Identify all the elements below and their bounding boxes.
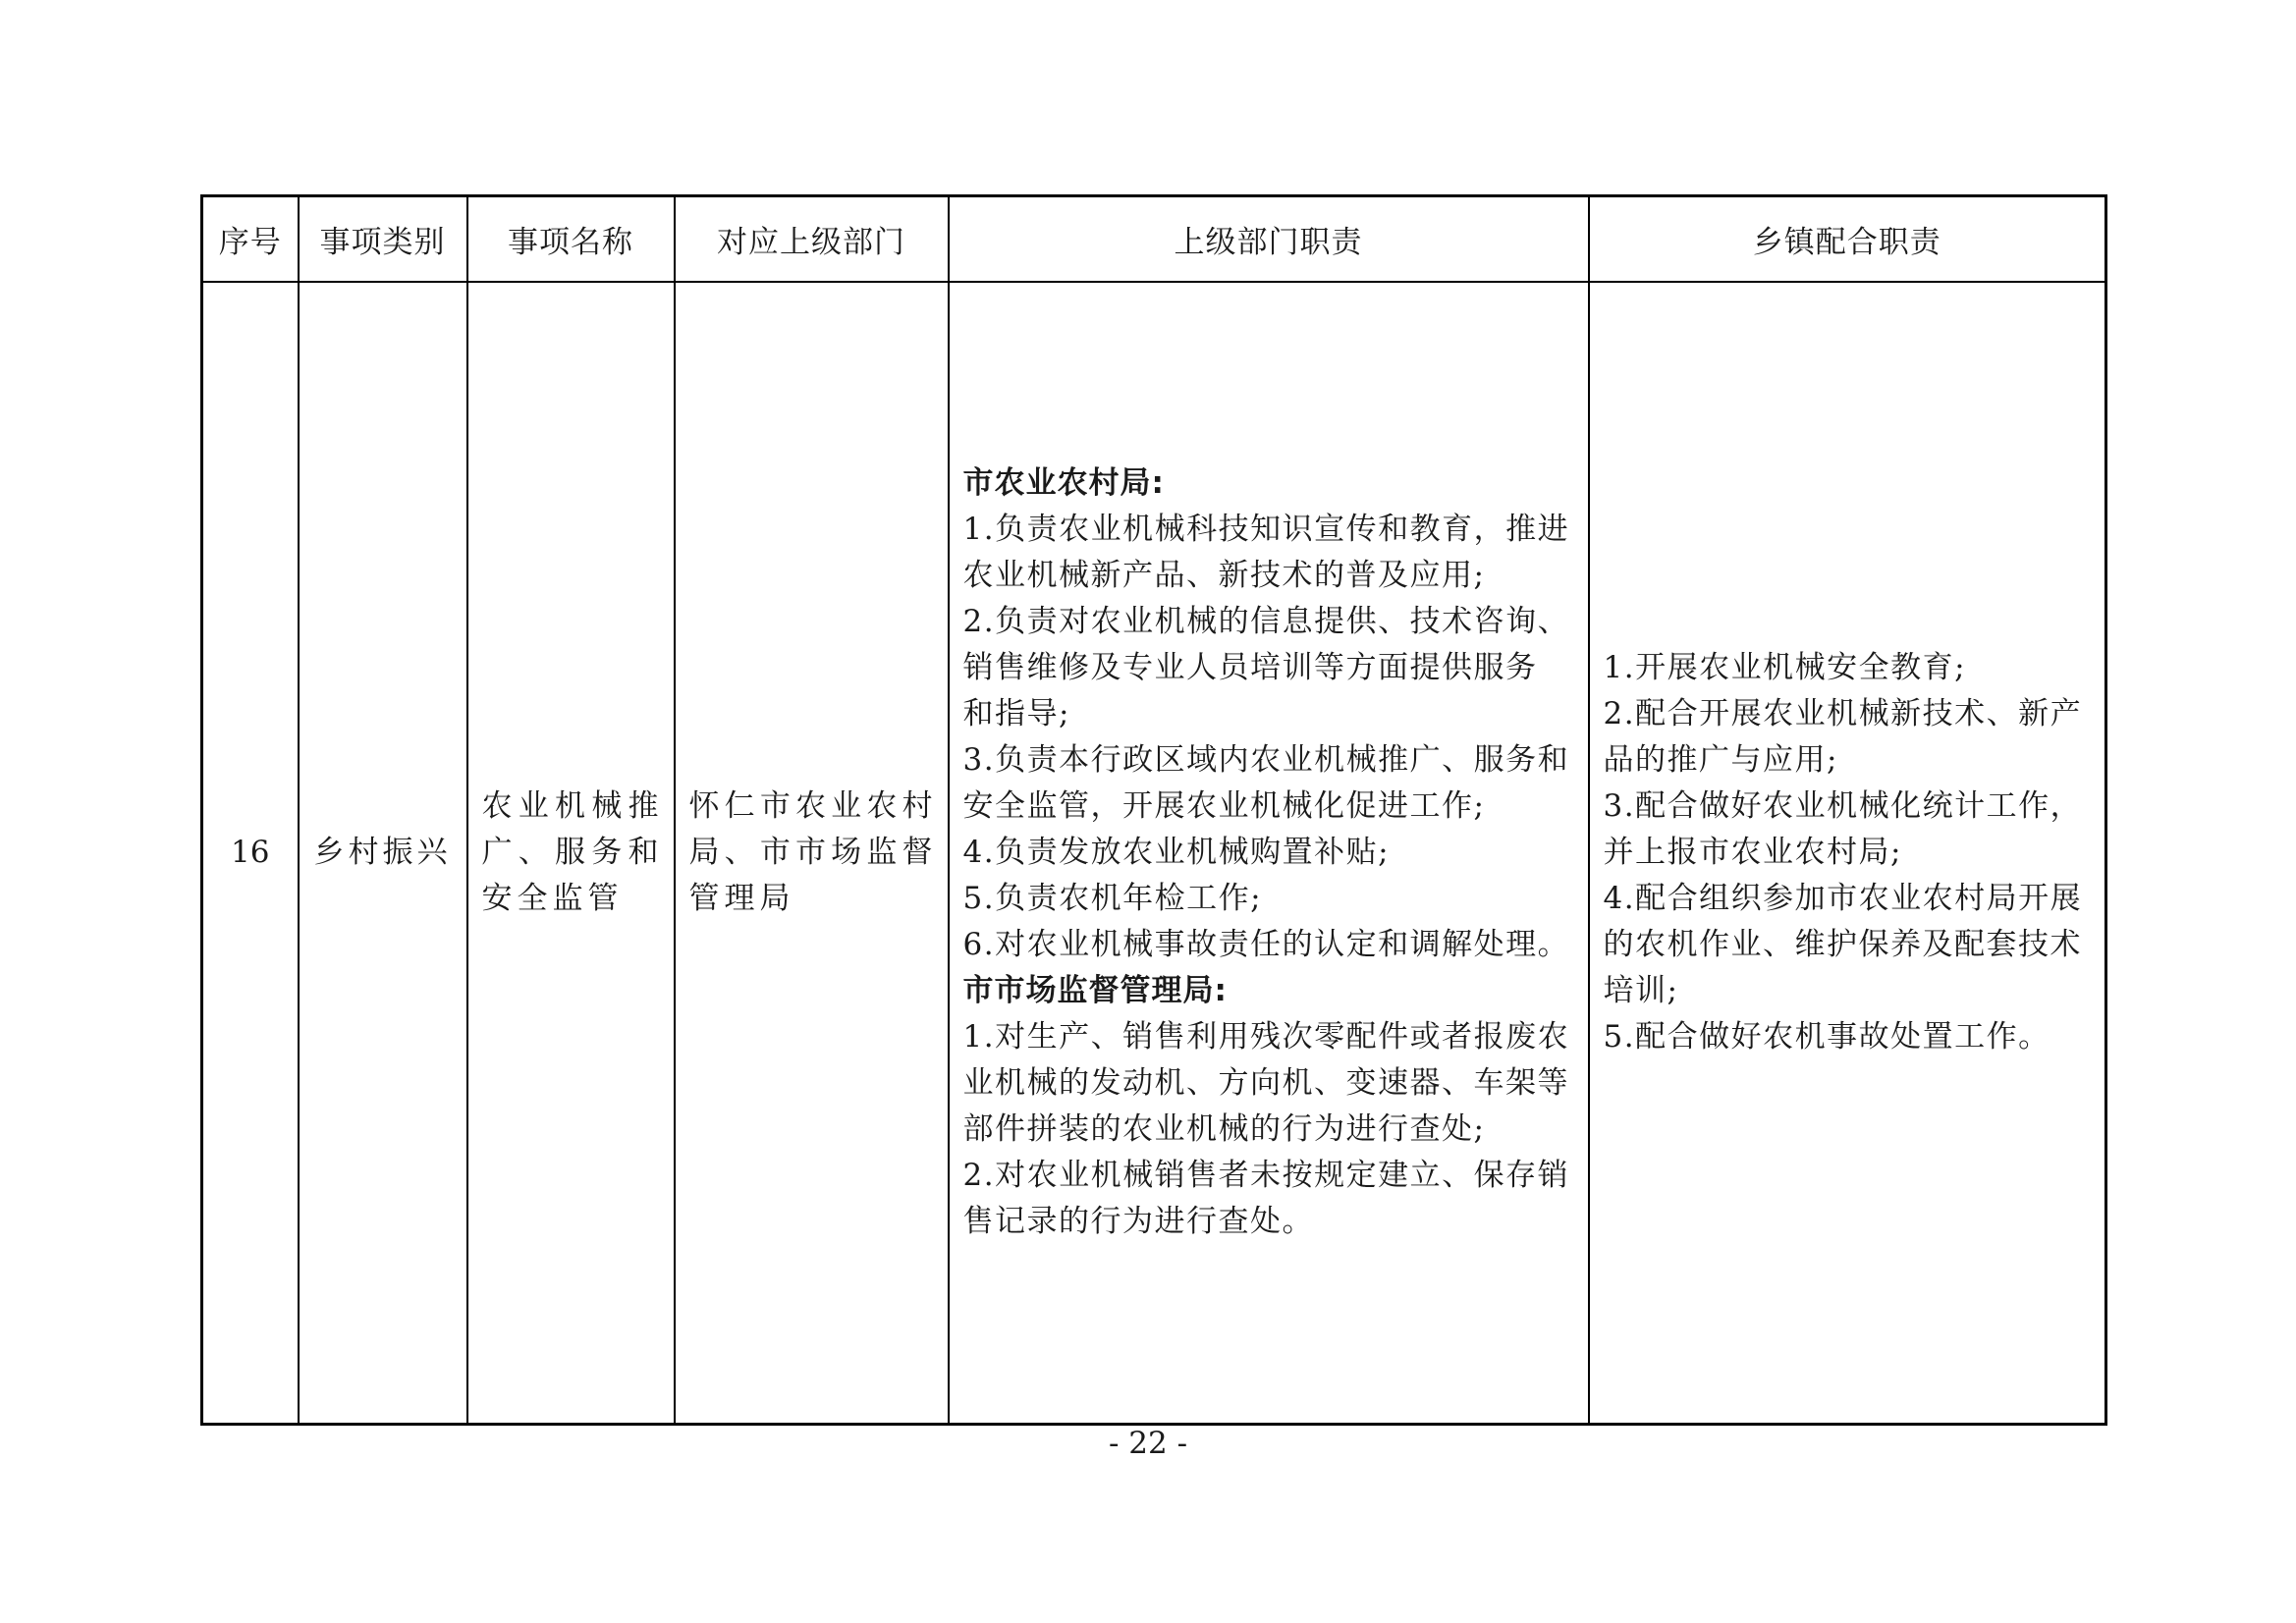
duty-line: 安全监管，开展农业机械化促进工作; bbox=[962, 788, 1486, 824]
cell-department: 怀仁市农业农村局、市市场监督管理局 bbox=[675, 282, 949, 1425]
coop-line: 3.配合做好农业机械化统计工作， bbox=[1603, 788, 2083, 824]
duty-line: 2.负责对农业机械的信息提供、技术咨询、 bbox=[962, 604, 1570, 639]
coop-line: 并上报市农业农村局; bbox=[1603, 835, 1902, 870]
coop-line: 品的推广与应用; bbox=[1603, 742, 1838, 778]
duty-line: 3.负责本行政区域内农业机械推广、服务和 bbox=[962, 742, 1570, 778]
coop-line: 1.开展农业机械安全教育; bbox=[1603, 650, 1967, 685]
page-number: - 22 - bbox=[1108, 1426, 1188, 1461]
header-superior-duties: 上级部门职责 bbox=[949, 196, 1589, 283]
duty-line: 5.负责农机年检工作; bbox=[962, 881, 1263, 916]
coop-line: 培训; bbox=[1603, 973, 1679, 1008]
duty-line: 销售维修及专业人员培训等方面提供服务 bbox=[962, 650, 1538, 685]
duty-line: 售记录的行为进行查处。 bbox=[962, 1204, 1314, 1239]
duty-line: 1.负责农业机械科技知识宣传和教育，推进 bbox=[962, 512, 1570, 547]
coop-line: 5.配合做好农机事故处置工作。 bbox=[1603, 1019, 2050, 1055]
header-category: 事项类别 bbox=[299, 196, 467, 283]
cell-township-duties bbox=[1589, 282, 2106, 1425]
duty-line: 业机械的发动机、方向机、变速器、车架等 bbox=[962, 1065, 1569, 1101]
duty-line: 农业机械新产品、新技术的普及应用; bbox=[962, 558, 1486, 593]
duty-line: 4.负责发放农业机械购置补贴; bbox=[962, 835, 1391, 870]
cell-name: 农业机械推广、服务和安全监管 bbox=[467, 282, 675, 1425]
header-name: 事项名称 bbox=[467, 196, 675, 283]
header-township-duties: 乡镇配合职责 bbox=[1589, 196, 2106, 283]
duty-line: 1.对生产、销售利用残次零配件或者报废农 bbox=[962, 1019, 1570, 1055]
cell-superior-duties bbox=[949, 282, 1589, 1425]
duty-line: 部件拼装的农业机械的行为进行查处; bbox=[962, 1111, 1486, 1147]
cell-seq: 16 bbox=[202, 282, 299, 1425]
table-row bbox=[202, 282, 2106, 1425]
coop-line: 4.配合组织参加市农业农村局开展 bbox=[1603, 881, 2083, 916]
header-seq: 序号 bbox=[202, 196, 299, 283]
agency-heading-market-supervision: 市市场监督管理局: bbox=[962, 973, 1228, 1008]
duty-line: 2.对农业机械销售者未按规定建立、保存销 bbox=[962, 1158, 1570, 1193]
agency-heading-agriculture: 市农业农村局: bbox=[962, 465, 1165, 501]
header-department: 对应上级部门 bbox=[675, 196, 949, 283]
header-row bbox=[202, 196, 2106, 283]
cell-category: 乡村振兴 bbox=[299, 282, 467, 1425]
duty-line: 6.对农业机械事故责任的认定和调解处理。 bbox=[962, 927, 1570, 962]
coop-line: 的农机作业、维护保养及配套技术 bbox=[1603, 927, 2082, 962]
duty-line: 和指导; bbox=[962, 696, 1070, 731]
coop-line: 2.配合开展农业机械新技术、新产 bbox=[1603, 696, 2083, 731]
responsibility-table bbox=[200, 194, 2107, 1426]
